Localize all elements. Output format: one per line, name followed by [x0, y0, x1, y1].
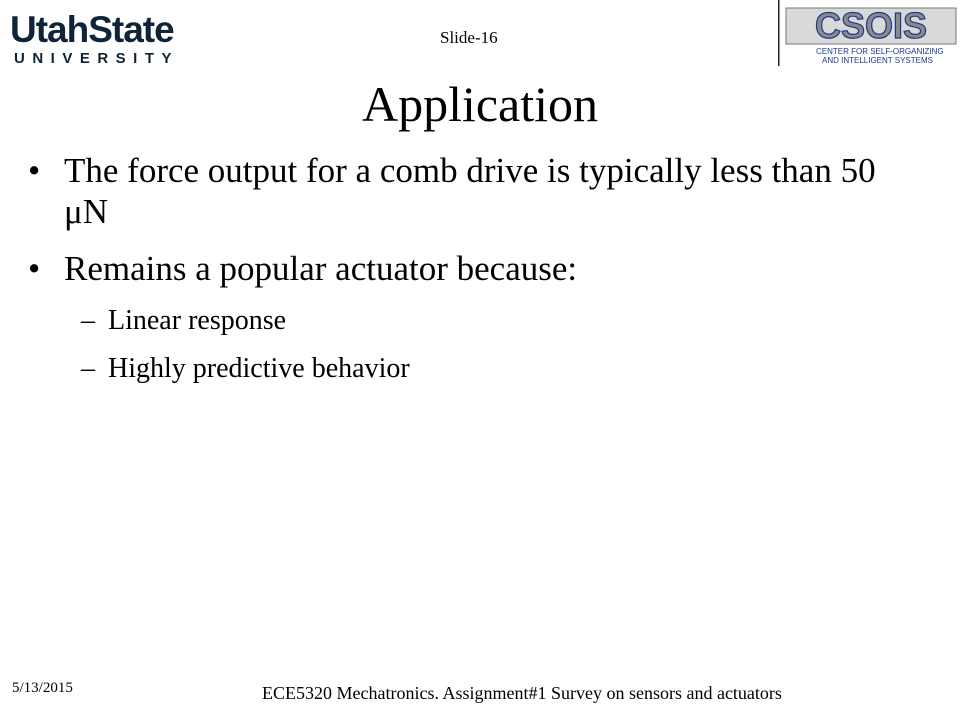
slide-title: Application — [361, 76, 599, 132]
sub-bullet-item — [28, 297, 928, 345]
utah-state-university-logo — [10, 8, 190, 70]
bullet-marker: • — [28, 151, 41, 190]
csois-logo-line2: AND INTELLIGENT SYSTEMS — [822, 56, 933, 65]
sub-bullet-marker: – — [81, 353, 95, 384]
logo-university-text: UNIVERSITY — [14, 50, 180, 67]
csois-logo-graphic — [776, 0, 960, 66]
sub-bullet-text: Linear response — [108, 305, 287, 336]
csois-logo-line1: CENTER FOR SELF-ORGANIZING — [816, 47, 944, 56]
bullet-marker: • — [28, 249, 41, 288]
sub-bullet-text: Highly predictive behavior — [108, 353, 410, 384]
sub-bullet-marker: – — [81, 305, 95, 336]
sub-bullet-item — [28, 345, 928, 393]
csois-logo — [776, 0, 960, 66]
footer-date: 5/13/2015 — [12, 680, 73, 696]
csois-logo-name: CSOIS — [814, 5, 928, 46]
bullet-item — [28, 248, 928, 289]
footer-course-title: ECE5320 Mechatronics. Assignment#1 Survey on sensors and actuators — [262, 683, 782, 703]
bullet-item — [28, 150, 928, 232]
bullet-list — [28, 150, 928, 393]
logo-wordmark: UtahState — [10, 9, 174, 50]
bullet-text: The force output for a comb drive is typically less than 50 μN — [64, 151, 876, 231]
bullet-text: Remains a popular actuator because: — [64, 249, 578, 288]
slide-number: Slide-16 — [440, 28, 498, 47]
